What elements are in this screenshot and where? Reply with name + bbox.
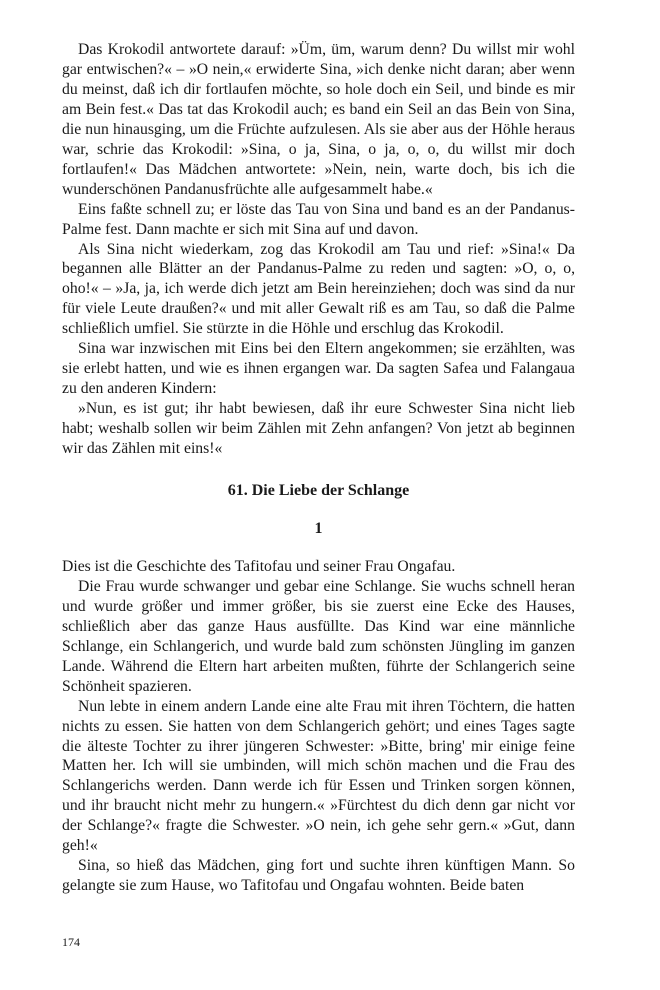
paragraph-eins-escape: Eins faßte schnell zu; er löste das Tau von Sina und band es an der Pandanus-Palme fest. Dann machte er sich mit Sina auf und davon. (62, 200, 575, 238)
section-number: 1 (314, 519, 323, 537)
paragraph-counting-speech: »Nun, es ist gut; ihr habt bewiesen, daß ihr eure Schwester Sina nicht lieb habt; weshalb sollen wir beim Zählen mit Zehn anfangen? Von jetzt ab beginnen wir das Zählen mit eins!« (62, 400, 575, 458)
paragraph-snake-birth: Die Frau wurde schwanger und gebar eine Schlange. Sie wuchs schnell heran und wurde größer und immer größer, bis sie zuerst eine Ecke des Hauses, schließlich aber das ganze Haus ausfüllte. Das Kind war eine männliche Schlange, ein Schlangerich, und wurde bald zum schönsten Jüngling im ganzen Lande. Während die Eltern hart arbeiten mußten, führte der Schlangerich seine Schönheit spazieren. (62, 577, 575, 695)
page-body (62, 40, 575, 896)
paragraph-story-intro: Dies ist die Geschichte des Tafitofau und seiner Frau Ongafau. (62, 557, 456, 575)
chapter-title: 61. Die Liebe der Schlange (227, 482, 410, 500)
paragraph-palm-falls: Als Sina nicht wiederkam, zog das Krokodil am Tau und rief: »Sina!« Da begannen alle Blätter an der Pandanus-Palme zu reden und sagten: »O, o, o, oho!« – »Ja, ja, ich werde dich jetzt am Bein hereinziehen; doch was sind da nur für viele Leute draußen?« und mit aller Gewalt riß es am Tau, so daß die Palme schließlich umfiel. Sie stürzte in die Höhle und erschlug das Krokodil. (62, 240, 575, 338)
paragraph-return-home: Sina war inzwischen mit Eins bei den Eltern angekommen; sie erzählten, was sie erlebt hatten, und wie es ihnen ergangen war. Da sagten Safea und Falangaua zu den anderen Kindern: (62, 340, 575, 398)
page-number: 174 (62, 935, 80, 949)
paragraph-crocodile-answer: Das Krokodil antwortete darauf: »Üm, üm, warum denn? Du willst mir wohl gar entwischen?« – »O nein,« erwiderte Sina, »ich denke nicht daran; aber wenn du meinst, daß ich dir fortlaufen möchte, so hole doch ein Seil, und binde es mir am Bein fest.« Das tat das Krokodil auch; es band ein Seil an das Bein von Sina, die nun hinausging, um die Früchte aufzulesen. Als sie aber aus der Höhle heraus war, schrie das Krokodil: »Sina, o ja, Sina, o ja, o, o, du willst mir doch fortlaufen!« Das Mädchen antwortete: »Nein, nein, warte doch, bis ich die wunderschönen Pandanusfrüchte alle aufgesammelt habe.« (62, 41, 575, 198)
paragraph-old-woman: Nun lebte in einem andern Lande eine alte Frau mit ihren Töchtern, die hatten nichts zu essen. Sie hatten von dem Schlangerich gehört; und eines Tages sagte die älteste Tochter zu ihrer jüngeren Schwester: »Bitte, bring' mir einige feine Matten her. Ich will sie umbinden, will mich schön machen und die Frau des Schlangerichs werden. Dann werde ich für Essen und Trinken sorgen können, und ihr braucht nicht mehr zu hungern.« »Fürchtest du dich denn gar nicht vor der Schlange?« fragte die Schwester. »O nein, ich gehe sehr gern.« »Gut, dann geh!« (62, 697, 575, 855)
paragraph-sina-departs: Sina, so hieß das Mädchen, ging fort und suchte ihren künftigen Mann. So gelangte sie zum Hause, wo Tafitofau und Ongafau wohnten. Beide baten (62, 857, 575, 895)
